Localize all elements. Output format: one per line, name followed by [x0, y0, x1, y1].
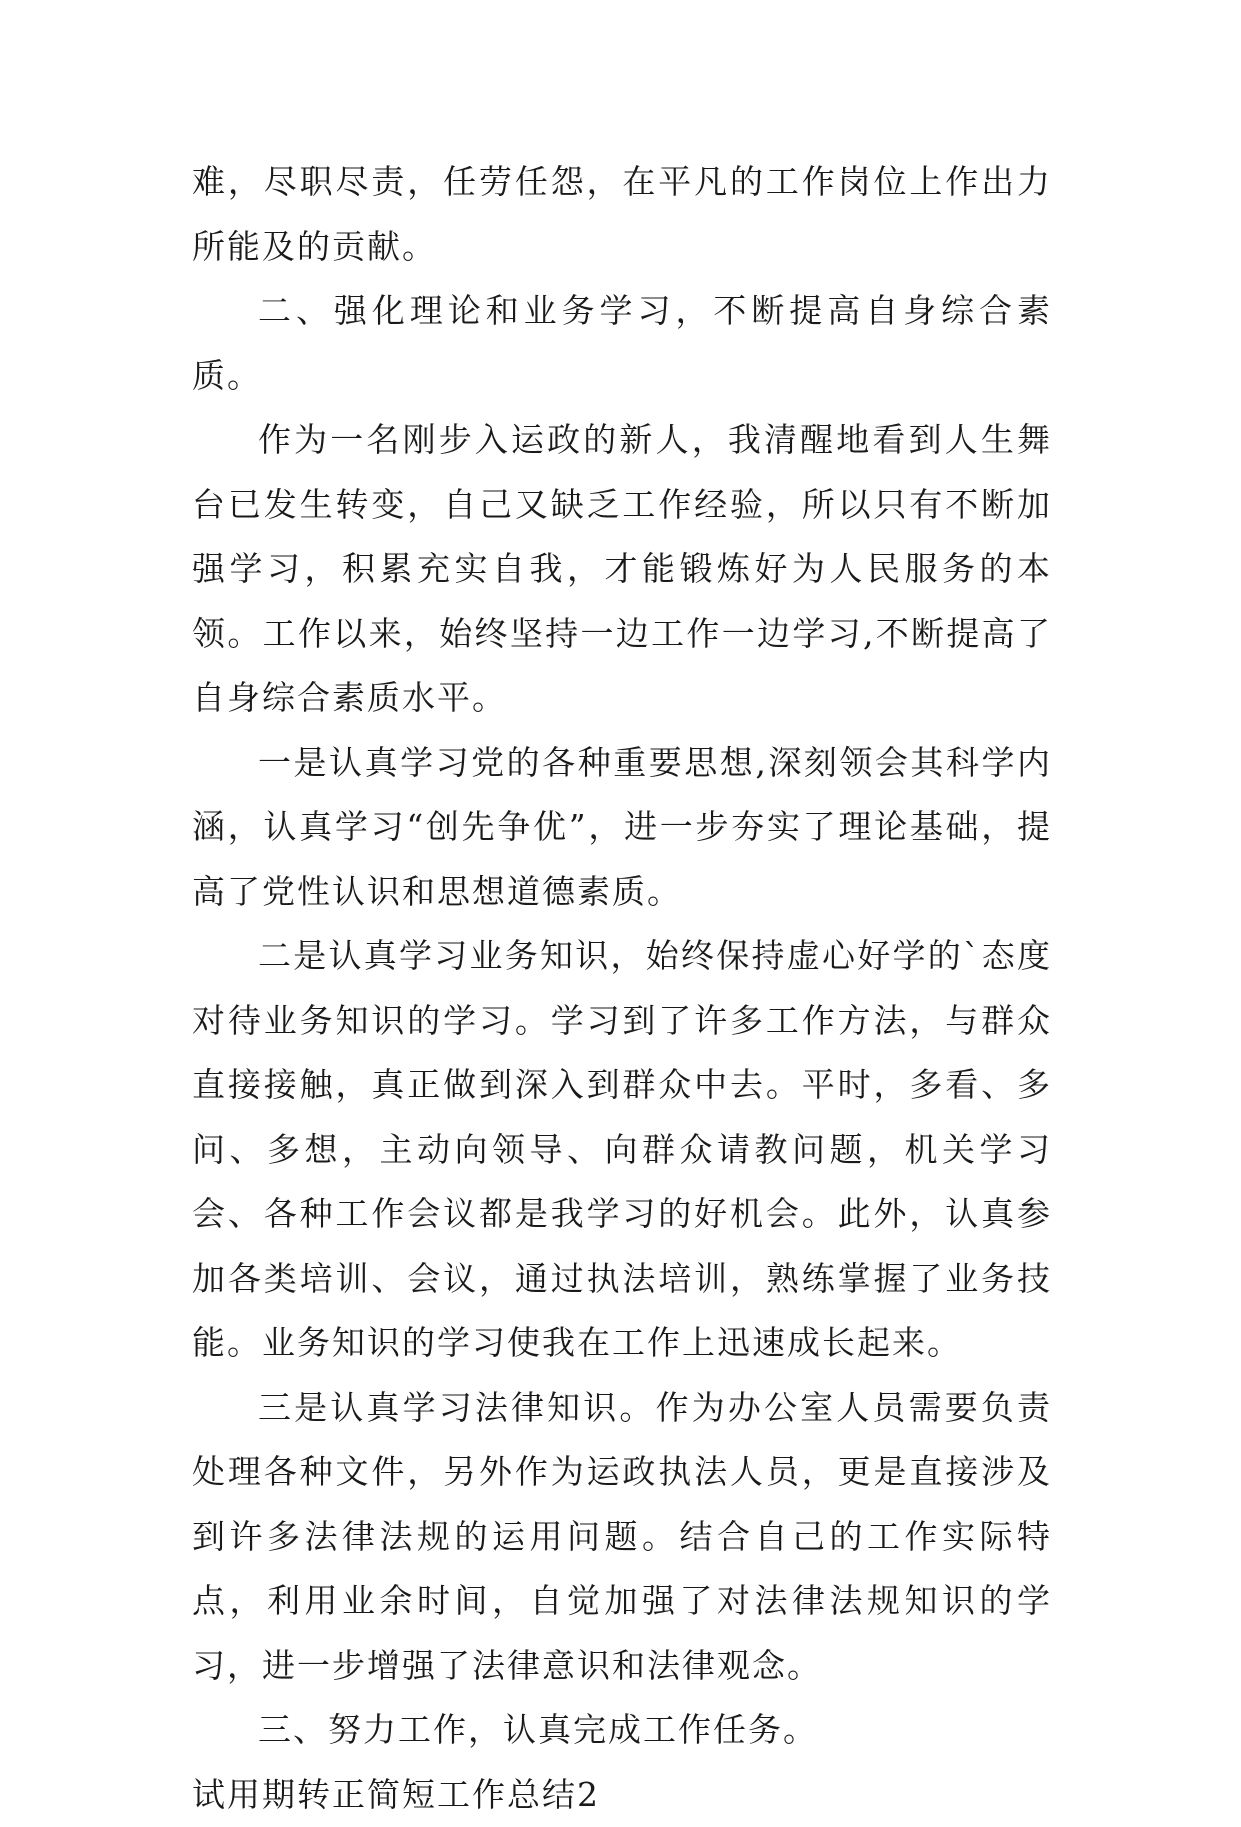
section-heading-three: 三、努力工作，认真完成工作任务。	[192, 1698, 1052, 1763]
paragraph-party-study: 一是认真学习党的各种重要思想,深刻领会其科学内涵，认真学习“创先争优”，进一步夯实了理论基础，提高了党性认识和思想道德素质。	[192, 731, 1052, 925]
document-page	[192, 150, 1052, 1827]
section-heading-two: 二、强化理论和业务学习，不断提高自身综合素质。	[192, 279, 1052, 408]
paragraph-law-study: 三是认真学习法律知识。作为办公室人员需要负责处理各种文件，另外作为运政执法人员，更是直接涉及到许多法律法规的运用问题。结合自己的工作实际特点，利用业余时间，自觉加强了对法律法规知识的学习，进一步增强了法律意识和法律观念。	[192, 1376, 1052, 1699]
paragraph-business-study: 二是认真学习业务知识，始终保持虚心好学的`态度对待业务知识的学习。学习到了许多工作方法，与群众直接接触，真正做到深入到群众中去。平时，多看、多问、多想，主动向领导、向群众请教问题，机关学习会、各种工作会议都是我学习的好机会。此外，认真参加各类培训、会议，通过执法培训，熟练掌握了业务技能。业务知识的学习使我在工作上迅速成长起来。	[192, 924, 1052, 1376]
document-subtitle: 试用期转正简短工作总结2	[192, 1763, 1052, 1827]
paragraph-new-staff: 作为一名刚步入运政的新人，我清醒地看到人生舞台已发生转变，自己又缺乏工作经验，所以只有不断加强学习，积累充实自我，才能锻炼好为人民服务的本领。工作以来，始终坚持一边工作一边学习,不断提高了自身综合素质水平。	[192, 408, 1052, 731]
paragraph-continuation: 难，尽职尽责，任劳任怨，在平凡的工作岗位上作出力所能及的贡献。	[192, 150, 1052, 279]
